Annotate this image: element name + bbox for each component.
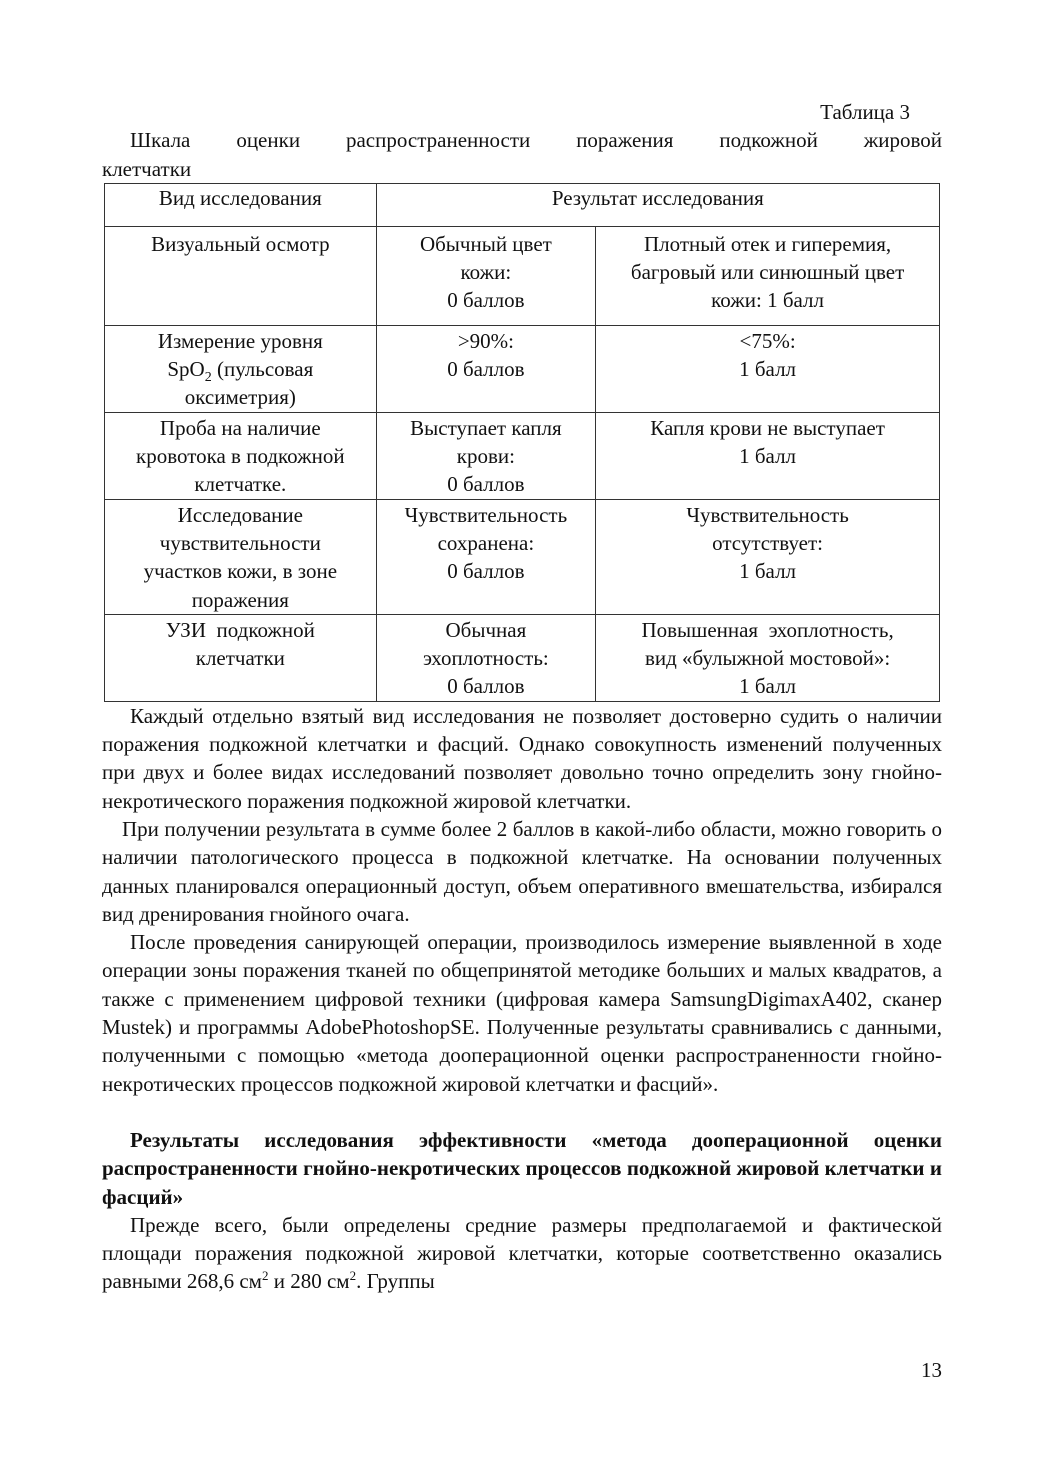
page-content (102, 98, 942, 1296)
cell-normal (376, 226, 596, 325)
cell-normal (376, 614, 596, 701)
cell-line: поражения (191, 587, 289, 612)
table-row (105, 412, 940, 499)
p4-text-start: Прежде всего, были определены средние размеры предполагаемой и фактической площади поражения подкожной жировой клетчатки, которые соответственно оказались равными 268,6 см (102, 1212, 942, 1294)
cell-line: кровотока в подкожной (136, 444, 345, 469)
p4-text-end: . Группы (356, 1269, 435, 1294)
table-row (105, 614, 940, 701)
cell-line: багровый или синюшный цвет (630, 260, 905, 285)
superscript: 2 (261, 1268, 269, 1284)
cell-method (105, 325, 377, 412)
cell-normal (376, 325, 596, 412)
header-method: Вид исследования (105, 183, 377, 226)
cell-line: участков кожи, в зоне (143, 559, 338, 584)
cell-line: клетчатке. (194, 472, 287, 497)
cell-method (105, 499, 377, 614)
cell-line-spo2 (109, 355, 372, 386)
cell-line: 0 баллов (447, 559, 525, 584)
cell-line: Исследование (177, 502, 303, 527)
cell-line: вид «булыжной мостовой»: (644, 646, 891, 671)
table-row (105, 226, 940, 325)
cell-line: чувствительности (159, 530, 321, 555)
table-row (105, 325, 940, 412)
cell-line: кожи: 1 балл (711, 288, 824, 313)
cell-normal (376, 499, 596, 614)
cell-method (105, 226, 377, 325)
table-row (105, 499, 940, 614)
caption-line-1: Шкала оценки распространенности поражения подкожной жировой (130, 128, 942, 153)
paragraph-2: При получении результата в сумме более 2 баллов в какой-либо области, можно говорить о наличии патологического процесса в подкожной клетчатке. На основании полученных данных планировался операционный доступ, объем оперативного вмешательства, избирался вид дренирования гнойного очага. (102, 816, 942, 926)
caption-line-2: клетчатки (102, 156, 192, 181)
cell-line: клетчатки (195, 646, 285, 671)
cell-method (105, 412, 377, 499)
cell-line: 0 баллов (447, 357, 525, 382)
assessment-scale-table (104, 183, 940, 702)
table-header-row (105, 183, 940, 226)
spacer (102, 1098, 942, 1126)
cell-normal (376, 412, 596, 499)
cell-abnormal (596, 226, 940, 325)
cell-line: сохранена: (437, 530, 535, 555)
cell-line: Чувствительность (686, 502, 849, 527)
cell-line: Плотный отек и гиперемия, (643, 231, 892, 256)
cell-line: Обычная (445, 617, 527, 642)
cell-line: отсутствует: (712, 530, 824, 555)
cell-line: Капля крови не выступает (650, 415, 885, 440)
cell-line: крови: (456, 444, 515, 469)
cell-line: кожи: (460, 260, 512, 285)
cell-line: Измерение уровня (157, 328, 323, 353)
cell-line: >90%: (457, 328, 514, 353)
p4-text-mid: и 280 см (268, 1269, 350, 1294)
cell-line: оксиметрия) (184, 385, 296, 410)
cell-line: 0 баллов (447, 472, 525, 497)
spo2-rest: (пульсовая (211, 357, 314, 382)
cell-line: 1 балл (739, 357, 797, 382)
spo2-subscript: 2 (204, 370, 212, 386)
table-caption (102, 126, 942, 183)
cell-abnormal (596, 614, 940, 701)
cell-method (105, 614, 377, 701)
cell-line: 1 балл (739, 444, 797, 469)
cell-abnormal (596, 325, 940, 412)
cell-abnormal (596, 412, 940, 499)
superscript: 2 (349, 1268, 357, 1284)
cell-line: 0 баллов (447, 674, 525, 699)
cell-line: 1 балл (739, 559, 797, 584)
cell-abnormal (596, 499, 940, 614)
cell-line: Чувствительность (404, 502, 568, 527)
table-number: Таблица 3 (820, 100, 910, 124)
spo2-label: SpO (167, 357, 205, 382)
page-number: 13 (921, 1358, 942, 1382)
header-result: Результат исследования (376, 183, 939, 226)
paragraph-4 (102, 1211, 942, 1296)
cell-line: <75%: (739, 328, 796, 353)
paragraph-1: Каждый отдельно взятый вид исследования не позволяет достоверно судить о наличии поражения подкожной клетчатки и фасций. Однако совокупность изменений полученных при двух и более видах исследований позволяет довольно точно определить зону гнойно-некротического поражения подкожной жировой клетчатки. (102, 703, 942, 813)
cell-line: 1 балл (739, 674, 797, 699)
cell-line: УЗИ подкожной (165, 617, 315, 642)
cell-line: Проба на наличие (159, 415, 321, 440)
cell-line: Выступает капля (410, 415, 562, 440)
cell-line: 0 баллов (447, 288, 525, 313)
cell-line: эхоплотность: (423, 646, 549, 671)
cell-line: Повышенная эхоплотность, (641, 617, 894, 642)
section-heading: Результаты исследования эффективности «метода дооперационной оценки распространенности гнойно-некротических процессов подкожной жировой клетчатки и фасций» (102, 1127, 942, 1209)
cell-line: Обычный цвет (419, 231, 552, 256)
cell-line: Визуальный осмотр (151, 231, 330, 256)
paragraph-3: После проведения санирующей операции, производилось измерение выявленной в ходе операции зоны поражения тканей по общепринятой методике больших и малых квадратов, а также с применением цифровой техники (цифровая камера SamsungDigimaxA402, сканер Mustek) и программы AdobePhotoshopSE. Полученные результаты сравнивались с данными, полученными с помощью «метода дооперационной оценки распространенности гнойно-некротических процессов подкожной жировой клетчатки и фасций». (102, 930, 942, 1096)
